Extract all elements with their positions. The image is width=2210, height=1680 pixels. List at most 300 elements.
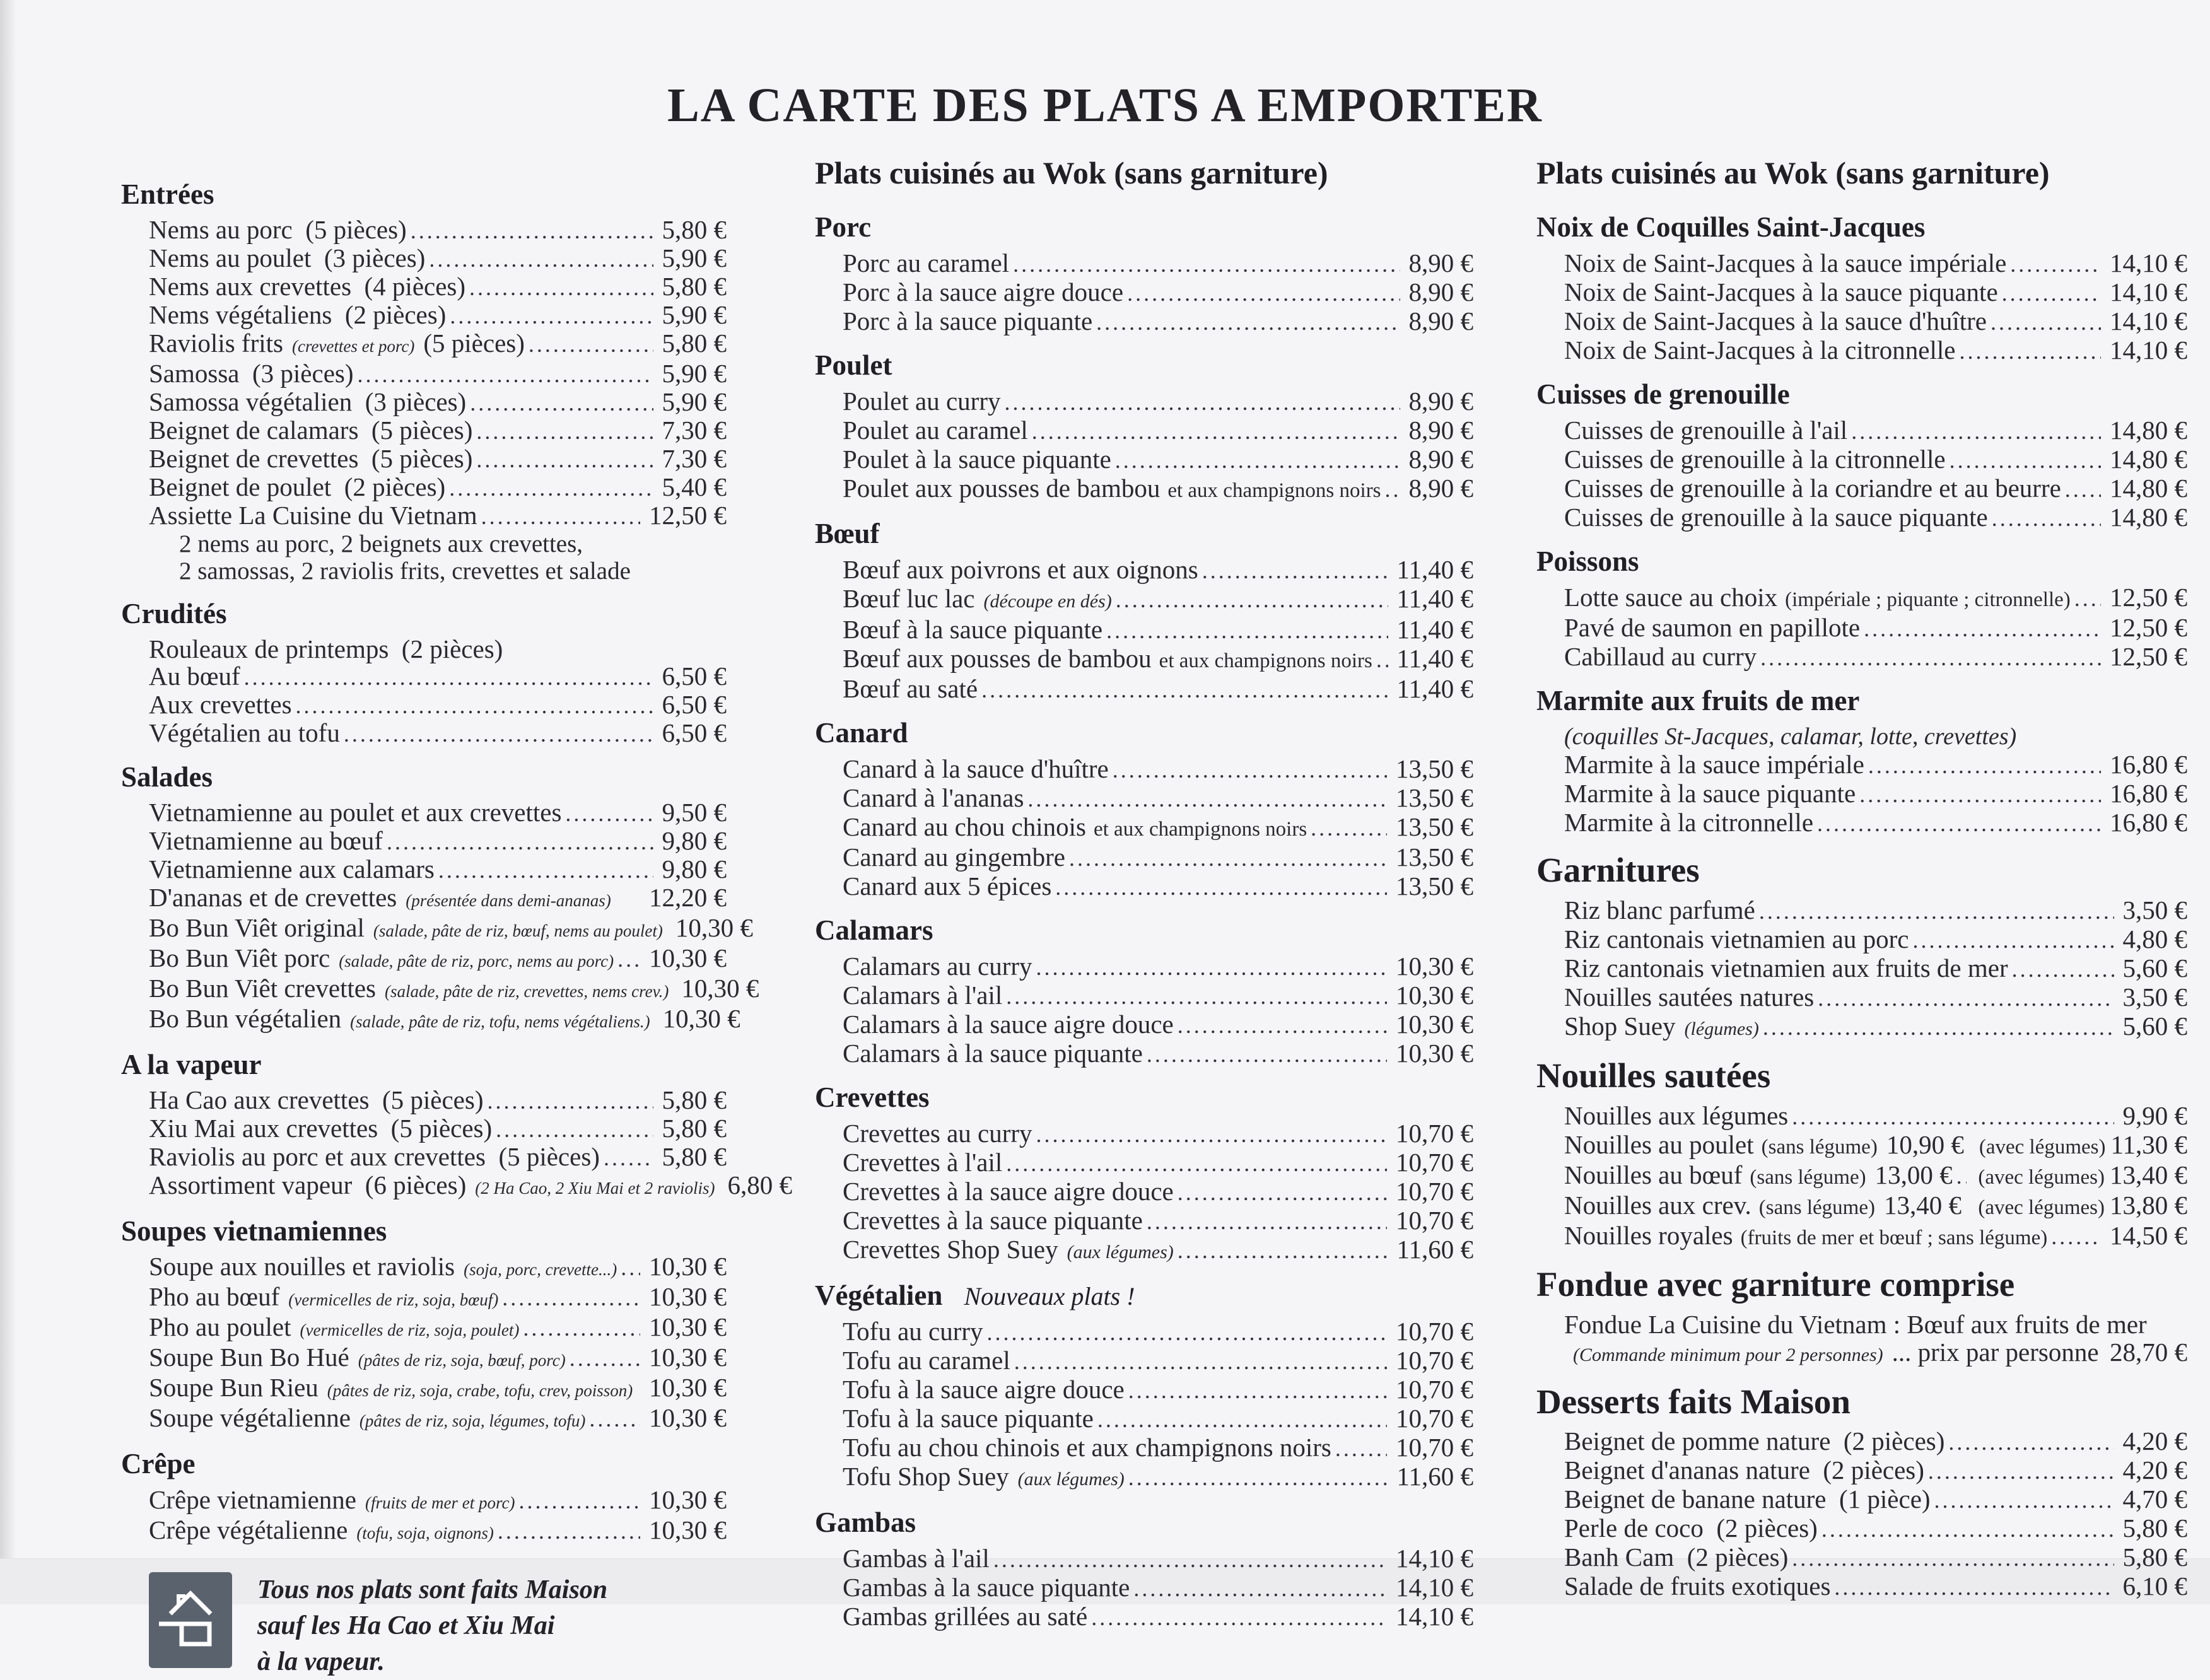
menu-item-row [1536,750,2187,779]
item-price: 13,40 € [2105,1161,2187,1189]
item-name: Crevettes Shop Suey [843,1235,1058,1263]
item-name: Assortiment vapeur (6 pièces) [149,1172,466,1199]
dotted-leader [481,503,640,530]
menu-item-row [815,1462,1473,1493]
item-price: 11,40 € [1392,675,1473,703]
section-title [121,761,727,794]
section-title-text: Soupes vietnamiennes [121,1215,387,1247]
item-name: Nouilles royales [1564,1222,1733,1249]
item-price: 10,70 € [1391,1433,1473,1461]
item-price: 9,90 € [2118,1102,2188,1129]
item-name: Riz cantonais vietnamien au porc [1564,925,1909,953]
dotted-leader [429,246,653,273]
item-price: 11,40 € [1392,615,1473,643]
item-price: 8,90 € [1404,249,1474,277]
item-price: 9,80 € [657,856,727,883]
menu-item-row [815,1573,1473,1602]
item-price: 11,40 € [1392,585,1473,612]
menu-item-row [121,663,727,691]
item-name: Calamars à la sauce aigre douce [843,1010,1174,1038]
section-title-text: Bœuf [815,518,880,549]
item-name: Crevettes à l'ail [843,1148,1002,1176]
menu-item-row [815,1148,1473,1177]
menu-item-row [815,872,1473,901]
item-name: Pho au poulet [149,1314,291,1341]
item-name: Bœuf à la sauce piquante [843,615,1102,643]
item-note: (salade, pâte de riz, bœuf, nems au poulet) [373,918,663,945]
item-name: Bœuf luc lac [843,585,974,612]
menu-section [815,349,1473,505]
dotted-leader [993,1546,1387,1573]
item-name: Beignet d'ananas nature (2 pièces) [1564,1456,1924,1484]
item-price: 10,70 € [1391,1177,1473,1205]
item-name: Samossa (3 pièces) [149,360,354,387]
dotted-leader [498,1518,640,1545]
dotted-leader [1868,752,2101,779]
dotted-leader [565,800,653,827]
menu-item-row [121,330,727,360]
menu-item-row [815,1119,1473,1148]
item-price: 5,90 € [657,245,727,272]
section-title-text: Garnitures [1536,851,1700,889]
menu-item-row [1536,1191,2187,1222]
dotted-leader [1133,1575,1387,1602]
dotted-leader [621,1254,640,1281]
menu-section [1536,1056,2187,1252]
item-name: Vietnamienne au bœuf [149,827,383,855]
item-name: Salade de fruits exotiques [1564,1572,1830,1600]
menu-item-row [1536,1338,2187,1369]
dotted-leader [1965,1193,1967,1220]
item-name: Canard à la sauce d'huître [843,755,1109,783]
item-price: 10,30 € [658,1005,740,1032]
menu-item-row [815,645,1473,675]
menu-section [815,716,1473,901]
item-name: 2 nems au porc, 2 beignets aux crevettes, [179,530,583,557]
menu-item-row [1536,1012,2187,1043]
menu-item-row [121,1143,727,1172]
item-price: 10,30 € [1391,952,1473,980]
section-title [1536,545,2187,578]
item-name: Soupe Bun Bo Hué [149,1344,349,1371]
dotted-leader [1763,1013,2114,1041]
dotted-leader [1934,1486,2114,1514]
dotted-leader [1960,337,2102,365]
dotted-leader [1792,1103,2114,1131]
dotted-leader [1759,897,2114,925]
menu-item-row [815,1235,1473,1266]
note-line-1: Tous nos plats sont faits Maison [257,1572,607,1608]
item-name: Tofu Shop Suey [843,1462,1009,1490]
menu-item-row [815,784,1473,813]
section-title [121,178,727,211]
item-detail: et aux champignons noirs [1167,477,1381,505]
item-price: 16,80 € [2105,750,2187,778]
item-name: Bœuf au saté [843,675,978,703]
menu-item-row [1536,614,2187,643]
item-price: 14,80 € [2105,503,2187,531]
menu-item-row [1536,808,2187,837]
item-list [1536,583,2187,672]
item-list [815,1317,1473,1493]
section-list [121,178,727,1547]
section-title [1536,1382,2187,1423]
menu-item-row [121,417,727,445]
item-note: (salade, pâte de riz, tofu, nems végétaliens.) [350,1008,650,1035]
dotted-leader [1097,1406,1387,1433]
menu-item-row [815,249,1473,278]
item-price: 10,30 € [644,1314,727,1341]
item-price: 11,40 € [1392,645,1473,672]
item-price: 14,10 € [2105,278,2187,306]
item-name: Végétalien au tofu [149,720,340,747]
dotted-leader [1864,615,2101,643]
item-name: Calamars à la sauce piquante [843,1039,1143,1067]
menu-item-row [1536,1102,2187,1131]
item-price: 14,50 € [2105,1222,2187,1249]
menu-item-row [121,975,727,1005]
item-price: 10,70 € [1391,1317,1473,1345]
item-list [1536,1310,2187,1369]
item-name: Beignet de pomme nature (2 pièces) [1564,1427,1944,1455]
dotted-leader [1096,308,1400,336]
menu-item-row [121,1005,727,1035]
item-name: Nouilles au poulet [1564,1131,1754,1158]
section-title [1536,1056,2187,1097]
item-price: 11,40 € [1392,556,1473,583]
item-note: (2 Ha Cao, 2 Xiu Mai et 2 raviolis) [475,1175,715,1202]
item-list [121,1087,727,1202]
item-name: Bo Bun Viêt original [149,914,365,942]
item-price: 7,30 € [657,445,727,472]
item-price: 5,80 € [657,1087,727,1114]
dotted-leader [1004,388,1400,416]
section-title-text: Porc [815,211,871,243]
item-name: Pavé de saumon en papillote [1564,614,1860,641]
item-price: 10,30 € [676,975,759,1002]
dotted-leader [1036,1121,1387,1148]
item-name: Nems au poulet (3 pièces) [149,245,425,272]
item-name: Bo Bun Viêt porc [149,945,330,972]
item-price: 12,50 € [2105,614,2187,641]
item-name: Calamars au curry [843,952,1032,980]
item-name: Tofu à la sauce piquante [843,1404,1094,1432]
dotted-leader [1928,1457,2114,1485]
item-name: Fondue La Cuisine du Vietnam : Bœuf aux fruits de mer [1564,1310,2147,1338]
item-price: 13,50 € [1391,813,1473,841]
menu-column-center [815,155,1473,1631]
note-line-2: sauf les Ha Cao et Xiu Mai [257,1608,607,1644]
section-title [1536,850,2187,891]
item-list [1536,416,2187,532]
menu-section [1536,1382,2187,1602]
item-price: 6,50 € [657,691,727,718]
item-name: Tofu au chou chinois et aux champignons noirs [843,1433,1331,1461]
item-price: 8,90 € [1404,387,1474,415]
dotted-leader [1127,279,1400,307]
dotted-leader [1948,1428,2114,1456]
menu-item-row [815,1039,1473,1068]
item-price: 8,90 € [1404,307,1474,335]
item-price: 5,90 € [657,301,727,329]
section-list [815,211,1473,1632]
item-price: 10,70 € [1391,1206,1473,1234]
dotted-leader [1036,954,1387,981]
menu-item-row [1536,474,2187,503]
item-price: 10,30 € [644,1517,727,1544]
item-price: 10,70 € [1391,1404,1473,1432]
menu-section [1536,684,2187,837]
item-price: 5,80 € [657,273,727,300]
item-price: 4,80 € [2118,925,2188,953]
dotted-leader [344,721,653,748]
dotted-leader [589,1406,640,1433]
item-name: Porc au caramel [843,249,1009,277]
item-note: (Commande minimum pour 2 personnes) [1573,1341,1883,1369]
item-price: 6,50 € [657,663,727,690]
menu-item-row [815,981,1473,1010]
item-price: 5,80 € [657,1115,727,1142]
section-title [1536,378,2187,411]
item-price: 5,80 € [657,330,727,357]
item-list [121,1253,727,1435]
dotted-leader [244,664,653,691]
menu-item-row [1536,779,2187,808]
menu-item-row [815,556,1473,585]
item-price: 5,80 € [657,216,727,243]
item-name: Nouilles aux crev. [1564,1191,1751,1219]
dotted-leader [1311,814,1387,842]
dotted-leader [1032,417,1400,445]
item-detail: (impériale ; piquante ; citronnelle) [1785,586,2071,614]
dotted-leader [1178,1012,1387,1039]
menu-item-row [121,914,727,945]
section-title-text: Poulet [815,349,892,381]
item-note-2: (avec légumes) [1978,1194,2105,1222]
item-note: (salade, pâte de riz, crevettes, nems crev.) [385,978,669,1005]
section-title-text: Entrées [121,178,214,210]
item-name: Xiu Mai aux crevettes (5 pièces) [149,1115,492,1142]
item-price: 14,10 € [1391,1602,1473,1630]
item-price: 14,80 € [2105,416,2187,444]
menu-item-row [121,502,727,530]
dotted-leader [1178,1179,1387,1206]
dotted-leader [411,218,653,245]
item-price: 10,30 € [1391,1039,1473,1067]
dotted-leader [1385,475,1400,503]
item-list [121,216,727,585]
item-list [815,387,1473,505]
item-name: Porc à la sauce piquante [843,307,1092,335]
item-list [1536,896,2187,1043]
item-mid-text: ... prix par personne [1892,1338,2099,1366]
menu-item-row [815,474,1473,505]
menu-item-row [1536,1427,2187,1456]
menu-item-row [1536,249,2187,278]
menu-item-row [1536,445,2187,474]
item-name: Noix de Saint-Jacques à la sauce d'huître [1564,307,1987,335]
item-name: Beignet de crevettes (5 pièces) [149,445,472,472]
item-price: 14,10 € [1391,1544,1473,1572]
menu-item-row [121,1253,727,1283]
item-name: Shop Suey [1564,1012,1676,1040]
item-list [815,1544,1473,1631]
item-name: Canard au chou chinois [843,813,1086,841]
item-price: 10,30 € [644,1344,727,1371]
menu-item-row [815,1206,1473,1235]
item-price: 10,30 € [644,945,727,972]
item-name: Marmite à la sauce piquante [1564,779,1856,807]
menu-section [815,211,1473,336]
item-price: 3,50 € [2118,983,2188,1011]
homemade-note-text [257,1572,607,1680]
section-title [815,716,1473,750]
menu-item-row [815,952,1473,981]
item-note: (présentée dans demi-ananas) [406,887,611,914]
item-price: 5,80 € [2118,1514,2188,1542]
item-mid-text: 10,90 € [1886,1131,1964,1158]
dotted-leader [1834,1573,2114,1601]
menu-item-row [815,755,1473,784]
item-name: Au bœuf [149,663,240,690]
item-price: 14,10 € [2105,249,2187,277]
item-name: Tofu au caramel [843,1346,1010,1374]
item-list [1536,249,2187,365]
menu-item-row [815,1010,1473,1039]
dotted-leader [1956,1162,1967,1190]
item-name: Cuisses de grenouille à la sauce piquante [1564,503,1988,531]
item-price: 9,80 € [657,827,727,855]
dotted-leader [1760,644,2101,672]
item-name: Poulet au caramel [843,416,1028,444]
item-price: 16,80 € [2105,808,2187,836]
menu-item-row [121,799,727,827]
item-name: Cuisses de grenouille à la citronnelle [1564,445,1946,473]
item-name: Raviolis frits [149,330,283,357]
dotted-leader [449,475,653,502]
item-note: (pâtes de riz, soja, légumes, tofu) [360,1408,585,1435]
page-title: LA CARTE DES PLATS A EMPORTER [0,78,2210,133]
item-name: Canard au gingembre [843,843,1065,871]
menu-item-row [1536,1161,2187,1191]
item-price: 14,10 € [2105,336,2187,364]
dotted-leader [1027,785,1387,813]
menu-column-right [1536,155,2187,1601]
item-name: Samossa végétalien (3 pièces) [149,388,466,416]
section-title [815,914,1473,947]
item-name: Vietnamienne aux calamars [149,856,435,883]
item-price: 10,30 € [644,1253,727,1280]
item-price: 6,80 € [722,1172,792,1199]
item-note: (soja, porc, crevette...) [464,1256,617,1283]
item-price: 10,70 € [1391,1148,1473,1176]
menu-item-row [815,585,1473,615]
section-title-text: Calamars [815,914,933,946]
item-price: 10,70 € [1391,1346,1473,1374]
item-name: Calamars à l'ail [843,981,1002,1009]
item-note: (aux légumes) [1018,1466,1125,1493]
menu-item-row [121,1404,727,1435]
menu-item-row [121,945,727,975]
item-note: (coquilles St-Jacques, calamar, lotte, crevettes) [1564,723,2016,750]
item-price: 10,30 € [644,1374,727,1401]
section-title [815,517,1473,551]
item-price: 7,30 € [657,417,727,444]
item-list [815,249,1473,336]
item-list [1536,723,2187,837]
section-title [1536,211,2187,244]
dotted-leader [1821,1515,2114,1543]
item-mid-text: 13,40 € [1884,1191,1962,1219]
menu-section [815,517,1473,704]
section-title-text: Cuisses de grenouille [1536,378,1790,410]
item-price: 10,30 € [644,1486,727,1514]
menu-item-row [121,388,727,417]
menu-item-row [121,301,727,330]
dotted-leader [1113,756,1387,784]
section-title [1536,1264,2187,1305]
dotted-leader [570,1345,640,1372]
section-title-text: Crevettes [815,1082,930,1113]
menu-item-row [815,1433,1473,1462]
item-price: 5,40 € [657,474,727,501]
dotted-leader [496,1116,653,1143]
item-note: (aux légumes) [1067,1239,1174,1266]
dotted-leader [1992,505,2101,532]
item-price: 5,60 € [2118,1012,2188,1040]
menu-item-row [815,1346,1473,1375]
item-name: Noix de Saint-Jacques à la sauce impériale [1564,249,2006,277]
item-detail: et aux champignons noirs [1094,815,1307,843]
section-title-text: Gambas [815,1507,916,1538]
item-name: Crevettes à la sauce piquante [843,1206,1143,1234]
item-note: (salade, pâte de riz, porc, nems au porc) [339,948,614,975]
menu-section [815,914,1473,1068]
item-note-2: (avec légumes) [1978,1164,2105,1191]
dotted-leader [604,1145,653,1172]
menu-item-row [1536,307,2187,336]
item-price: 10,30 € [670,914,753,942]
menu-item-row [1536,1131,2187,1161]
section-title [815,349,1473,382]
item-price: 14,10 € [2105,307,2187,335]
item-list [815,556,1473,704]
menu-item-row [1536,1514,2187,1543]
menu-section [1536,1264,2187,1369]
item-detail: (sans légume) [1759,1194,1875,1222]
item-list [815,755,1473,901]
item-price: 11,30 € [2106,1131,2187,1158]
dotted-leader [2051,1223,2101,1251]
section-title-text: Noix de Coquilles Saint-Jacques [1536,211,1925,243]
item-name: Cabillaud au curry [1564,643,1757,670]
menu-item-row [121,691,727,720]
item-note: (tofu, soja, oignons) [356,1520,494,1547]
item-name: Beignet de poulet (2 pièces) [149,474,445,501]
item-list [121,1486,727,1547]
dotted-leader [1115,446,1400,474]
item-list [121,799,727,1035]
dotted-leader [1091,1604,1387,1631]
menu-item-row [121,1314,727,1344]
menu-section [121,1048,727,1202]
menu-item-row [121,1115,727,1143]
item-name: Soupe Bun Rieu [149,1374,319,1401]
section-title [121,1048,727,1082]
item-note: (pâtes de riz, soja, crabe, tofu, crev, poisson) [327,1377,633,1404]
item-list [1536,1102,2187,1252]
dotted-leader [1792,1544,2114,1572]
